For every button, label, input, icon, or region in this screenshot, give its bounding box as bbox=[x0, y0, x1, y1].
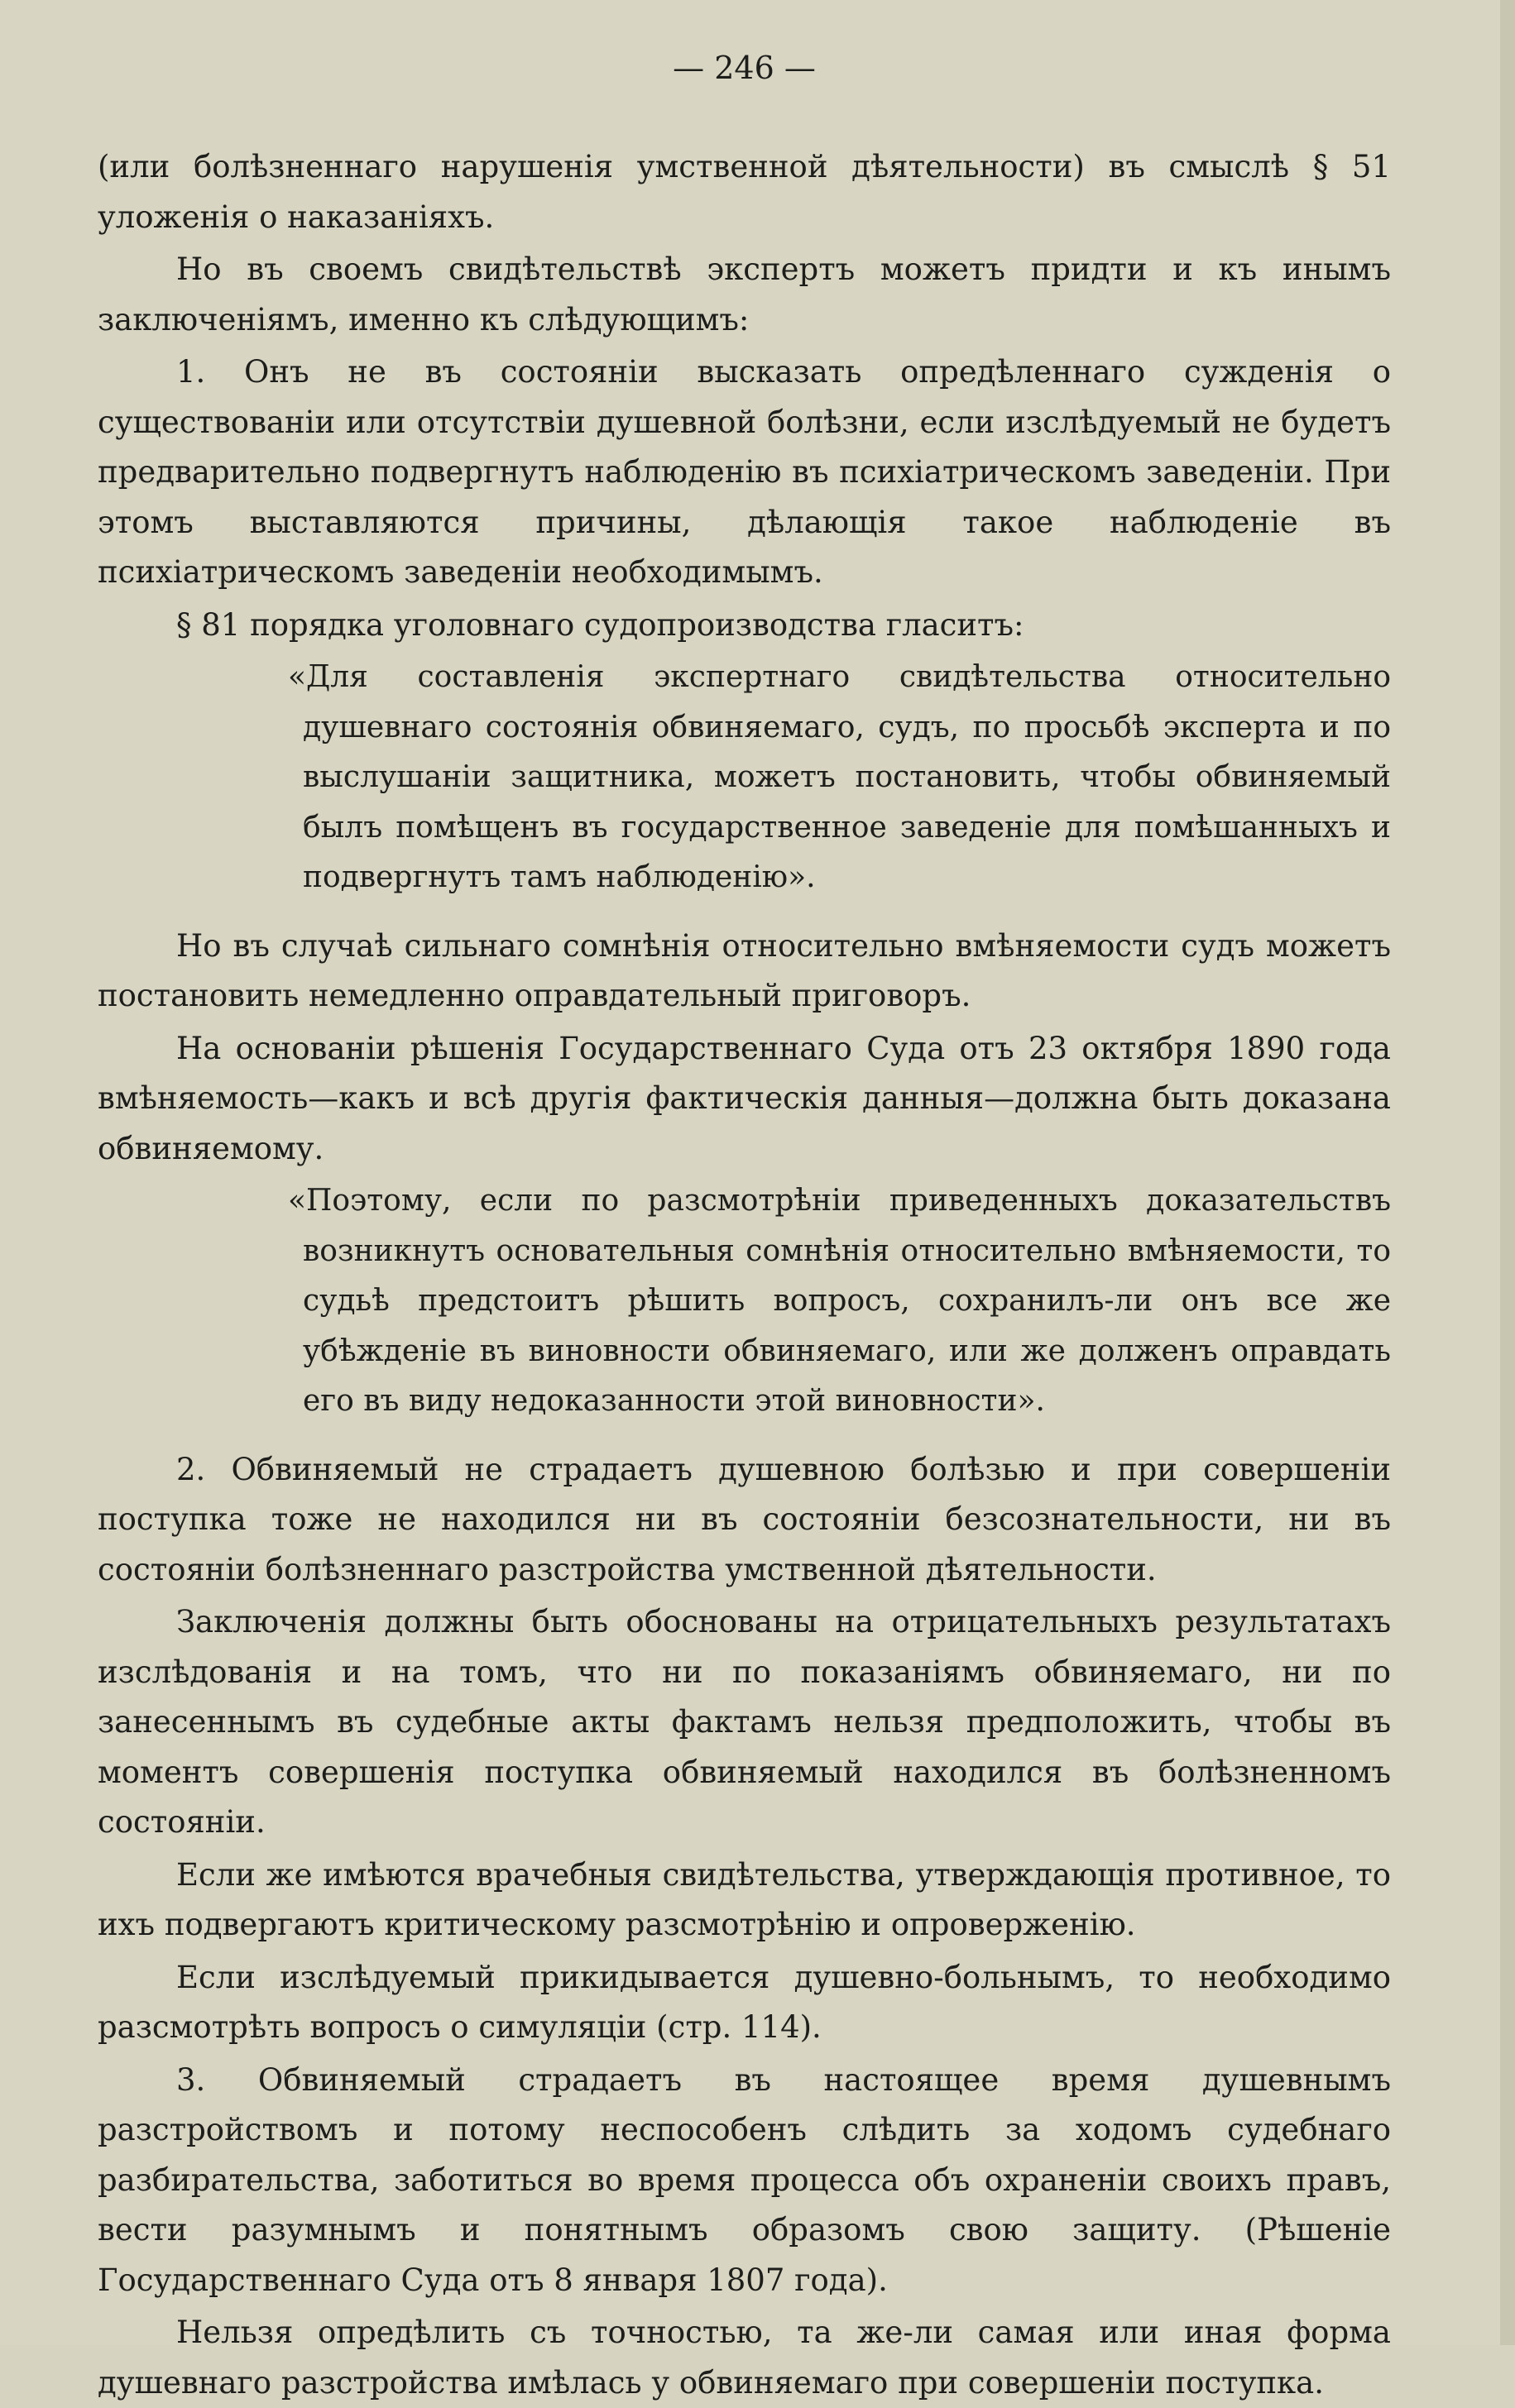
paragraph-form-of-disorder: Нельзя опредѣлить съ точностью, та же-ли самая или иная форма душевнаго разстройства имѣлась у обвиняемаго при совершеніи поступка. bbox=[98, 2315, 1391, 2401]
paragraph-expert-conclusions: Но въ своемъ свидѣтельствѣ экспертъ можетъ придти и къ инымъ заключеніямъ, именно къ слѣдующимъ: bbox=[98, 251, 1391, 338]
page-number: — 246 — bbox=[673, 50, 816, 86]
paragraph-section-81: § 81 порядка уголовнаго судопроизводства гласитъ: bbox=[176, 606, 1024, 643]
paragraph-conclusions-grounded: Заключенія должны быть обоснованы на отрицательныхъ результатахъ изслѣдованія и на томъ, что ни по показаніямъ обвиняемаго, ни по занесеннымъ въ судебные акты фактамъ нельзя предположить, чтобы въ моментъ совершенія поступка обвиняемый находился въ болѣзненномъ состояніи. bbox=[98, 1604, 1391, 1840]
paragraph-medical-certificates: Если же имѣются врачебныя свидѣтельства, утверждающія противное, то ихъ подвергаютъ критическому разсмотрѣнію и опроверженію. bbox=[98, 1856, 1391, 1942]
paragraph-item-3: 3. Обвиняемый страдаетъ въ настоящее время душевнымъ разстройствомъ и потому неспособенъ слѣдить за ходомъ судебнаго разбирательства, заботиться во время процесса объ охраненіи своихъ правъ, вести разумнымъ и понятнымъ образомъ свою защиту. (Рѣшеніе Государственнаго Суда отъ 8 января 1807 года). bbox=[98, 2061, 1391, 2298]
paragraph-continuation: (или болѣзненнаго нарушенія умственной дѣятельности) въ смыслѣ § 51 уложенія о наказаніяхъ. bbox=[98, 149, 1391, 235]
paragraph-item-1: 1. Онъ не въ состояніи высказать опредѣленнаго сужденія о существованіи или отсутствіи душевной болѣзни, если изслѣдуемый не будетъ предварительно подвергнутъ наблюденію въ психіатрическомъ заведеніи. При этомъ выставляются причины, дѣлающія такое наблюденіе въ психіатрическомъ заведеніи необходимымъ. bbox=[98, 354, 1391, 590]
paragraph-simulation: Если изслѣдуемый прикидывается душевно-больнымъ, то необходимо разсмотрѣть вопросъ о симуляціи (стр. 114). bbox=[98, 1959, 1391, 2045]
paragraph-strong-doubt: Но въ случаѣ сильнаго сомнѣнія относительно вмѣняемости судъ можетъ постановить немедленно оправдательный приговоръ. bbox=[98, 927, 1391, 1013]
paragraph-item-2: 2. Обвиняемый не страдаетъ душевною болѣзью и при совершеніи поступка тоже не находился ни въ состояніи безсознательности, ни въ состояніи болѣзненнаго разстройства умственной дѣятельности. bbox=[98, 1451, 1391, 1587]
quote-court-decision: «Поэтому, если по разсмотрѣніи приведенныхъ доказательствъ возникнутъ основательныя сомнѣнія относительно вмѣняемости, то судьѣ предстоитъ рѣшить вопросъ, сохранилъ-ли онъ все же убѣжденіе въ виновности обвиняемаго, или же долженъ оправдать его въ виду недоказанности этой виновности». bbox=[288, 1184, 1391, 1418]
quote-section-81: «Для составленія экспертнаго свидѣтельства относительно душевнаго состоянія обвиняемаго, судъ, по просьбѣ эксперта и по выслушаніи защитника, можетъ постановить, чтобы обвиняемый былъ помѣщенъ въ государственное заведеніе для помѣшанныхъ и подвергнутъ тамъ наблюденію». bbox=[288, 660, 1391, 894]
page-edge bbox=[1500, 0, 1515, 2345]
paragraph-court-decision-1890: На основаніи рѣшенія Государственнаго Суда отъ 23 октября 1890 года вмѣняемость—какъ и всѣ другія фактическія данныя—должна быть доказана обвиняемому. bbox=[98, 1030, 1391, 1166]
